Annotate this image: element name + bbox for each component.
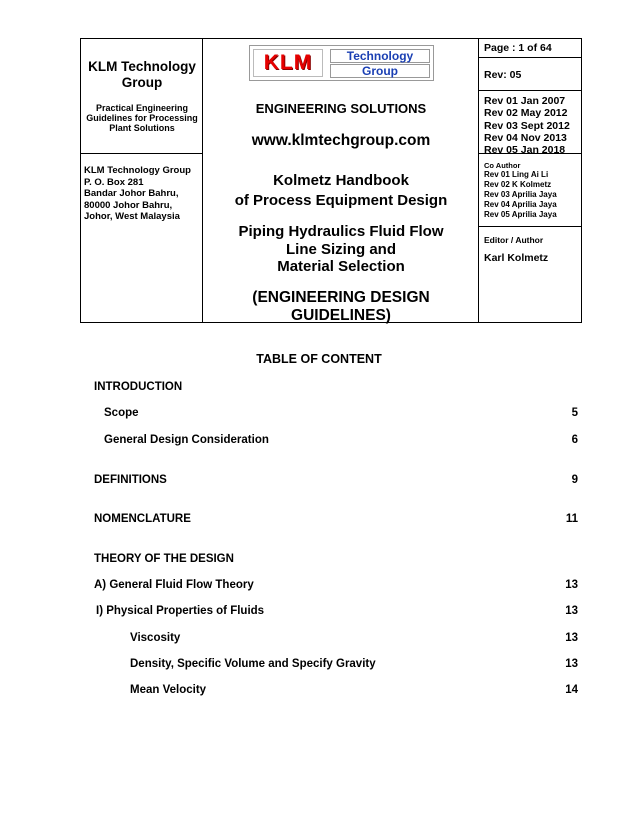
toc-entry-page: 9 <box>571 474 578 486</box>
toc-entry-label: A) General Fluid Flow Theory <box>94 579 254 591</box>
document-title: Piping Hydraulics Fluid Flow Line Sizing and Material Selection <box>238 223 444 275</box>
toc-entry-fluid-flow-theory[interactable] <box>0 579 638 593</box>
toc-entry-general-design[interactable] <box>0 434 638 448</box>
row-divider <box>478 226 581 227</box>
header-table <box>80 38 582 323</box>
klm-logo <box>249 45 434 81</box>
handbook-title: Kolmetz Handbook of Process Equipment Design <box>234 172 448 209</box>
logo-technology-text: Technology <box>330 49 430 63</box>
row-divider <box>81 153 202 154</box>
toc-entry-density[interactable] <box>0 658 638 672</box>
editor-name: Karl Kolmetz <box>484 252 549 264</box>
toc-entry-label: NOMENCLATURE <box>94 513 191 525</box>
engineering-solutions: ENGINEERING SOLUTIONS <box>255 101 427 116</box>
toc-entry-page: 13 <box>565 632 578 644</box>
website-link[interactable]: www.klmtechgroup.com <box>251 132 431 149</box>
toc-entry-theory[interactable] <box>0 553 638 567</box>
toc-entry-physical-properties[interactable] <box>0 605 638 619</box>
toc-entry-label: DEFINITIONS <box>94 474 167 486</box>
guidelines-label: (ENGINEERING DESIGN GUIDELINES) <box>252 289 430 324</box>
row-divider <box>478 90 581 91</box>
company-name: KLM Technology Group <box>88 59 196 90</box>
toc-entry-viscosity[interactable] <box>0 632 638 646</box>
toc-entry-label: Density, Specific Volume and Specify Gravity <box>130 658 376 670</box>
toc-entry-page: 13 <box>565 579 578 591</box>
toc-entry-page: 11 <box>565 513 578 525</box>
toc-entry-scope[interactable] <box>0 407 638 421</box>
toc-entry-label: Scope <box>104 407 139 419</box>
editor-label: Editor / Author <box>484 235 544 245</box>
row-divider <box>478 57 581 58</box>
co-author-list: Rev 01 Ling Ai Li Rev 02 K Kolmetz Rev 03 Aprilia Jaya Rev 04 Aprilia Jaya Rev 05 Aprilia Jaya <box>484 170 557 219</box>
toc-entry-page: 5 <box>571 407 578 419</box>
toc-entry-page: 13 <box>565 658 578 670</box>
toc-entry-label: Viscosity <box>130 632 181 644</box>
logo-group-text: Group <box>330 64 430 78</box>
toc-entry-label: INTRODUCTION <box>94 381 183 393</box>
revision-dates: Rev 01 Jan 2007 Rev 02 May 2012 Rev 03 Sept 2012 Rev 04 Nov 2013 Rev 05 Jan 2018 <box>484 95 570 157</box>
toc-entry-label: THEORY OF THE DESIGN <box>94 553 234 565</box>
page-number: Page : 1 of 64 <box>484 42 552 54</box>
toc-entry-mean-velocity[interactable] <box>0 684 638 698</box>
toc-entry-page: 14 <box>565 684 578 696</box>
company-tagline: Practical Engineering Guidelines for Processing Plant Solutions <box>86 103 198 133</box>
toc-entry-nomenclature[interactable] <box>0 513 638 527</box>
toc-title: TABLE OF CONTENT <box>256 352 382 366</box>
co-author-label: Co Author <box>484 161 521 170</box>
toc-entry-page: 6 <box>571 434 578 446</box>
logo-klm-text: KLM <box>253 49 323 77</box>
toc-entry-definitions[interactable] <box>0 474 638 488</box>
toc-entry-label: I) Physical Properties of Fluids <box>96 605 265 617</box>
toc-entry-introduction[interactable] <box>0 381 638 395</box>
revision-number: Rev: 05 <box>484 69 522 81</box>
toc-entry-label: Mean Velocity <box>130 684 207 696</box>
company-address: KLM Technology Group P. O. Box 281 Bandar Johor Bahru, 80000 Johor Bahru, Johor, West Malaysia <box>84 165 191 222</box>
toc-entry-label: General Design Consideration <box>104 434 269 446</box>
toc-entry-page: 13 <box>565 605 578 617</box>
